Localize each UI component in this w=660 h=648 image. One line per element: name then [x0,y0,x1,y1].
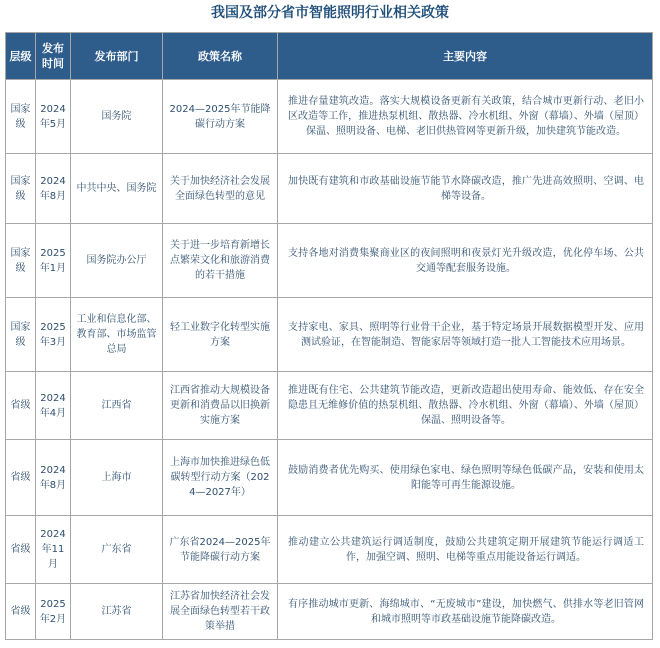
cell-policy: 江西省推动大规模设备更新和消费品以旧换新实施方案 [163,372,278,440]
header-content: 主要内容 [278,33,653,80]
cell-date: 2025年2月 [36,584,71,640]
cell-policy: 上海市加快推进绿色低碳转型行动方案（2024—2027年） [163,440,278,516]
cell-date: 2025年1月 [36,224,71,298]
cell-content-text: 推进存量建筑改造。落实大规模设备更新有关政策，结合城市更新行动、老旧小区改造等工作，推进热泵机组、散热器、冷水机组、外窗（幕墙）、外墙（屋顶）保温、照明设备、电梯、老旧供热管网等更新升级，加快建筑节能改造。 [288,96,644,137]
cell-content-text: 有序推动城市更新、海绵城市、“无废城市”建设，加快燃气、供排水等老旧管网和城市照明等市政基础设施节能降碳改造。 [288,598,644,625]
cell-policy: 关于加快经济社会发展全面绿色转型的意见 [163,154,278,224]
cell-policy: 关于进一步培育新增长点繁荣文化和旅游消费的若干措施 [163,224,278,298]
table-row [6,224,653,298]
cell-content-text: 支持家电、家具、照明等行业骨干企业，基于特定场景开展数据模型开发、应用测试验证，在智能制造、智能家居等领域打造一批人工智能技术应用场景。 [288,321,644,348]
cell-content-text: 鼓励消费者优先购买、使用绿色家电、绿色照明等绿色低碳产品，安装和使用太阳能等可再生能源设施。 [288,464,644,491]
table-row [6,372,653,440]
cell-date: 2024年5月 [36,80,71,154]
cell-dept: 国务院办公厅 [71,224,163,298]
cell-content-text: 推动建立公共建筑运行调适制度，鼓励公共建筑定期开展建筑节能运行调适工作，加强空调、照明、电梯等重点用能设备运行调适。 [288,536,644,563]
cell-date: 2024年8月 [36,154,71,224]
cell-dept: 江苏省 [71,584,163,640]
cell-content [278,80,653,154]
cell-level: 省级 [6,440,36,516]
header-level: 层级 [6,33,36,80]
cell-date: 2024年11月 [36,516,71,584]
cell-dept: 广东省 [71,516,163,584]
cell-content-text: 支持各地对消费集聚商业区的夜间照明和夜景灯光升级改造，优化停车场、公共交通等配套服务设施。 [288,247,644,274]
cell-policy: 轻工业数字化转型实施方案 [163,298,278,372]
cell-content [278,298,653,372]
cell-content-text: 加快既有建筑和市政基础设施节能节水降碳改造，推广先进高效照明、空调、电梯等设备。 [288,175,644,202]
header-date: 发布时间 [36,33,71,80]
cell-date: 2024年8月 [36,440,71,516]
cell-content-text: 推进既有住宅、公共建筑节能改造，更新改造超出使用寿命、能效低、存在安全隐患且无维修价值的热泵机组、散热器、冷水机组、外窗（幕墙）、外墙（屋顶）保温、照明设备等。 [288,385,644,426]
cell-dept: 国务院 [71,80,163,154]
policy-table [5,32,653,640]
cell-level: 省级 [6,516,36,584]
table-header-row [6,33,653,80]
cell-dept: 江西省 [71,372,163,440]
table-row [6,516,653,584]
cell-dept: 上海市 [71,440,163,516]
table-row [6,584,653,640]
cell-content [278,372,653,440]
header-dept: 发布部门 [71,33,163,80]
table-row [6,298,653,372]
page-title: 我国及部分省市智能照明行业相关政策 [211,5,449,21]
cell-dept: 中共中央、国务院 [71,154,163,224]
cell-level: 国家级 [6,298,36,372]
cell-level: 省级 [6,372,36,440]
cell-date: 2025年3月 [36,298,71,372]
cell-policy: 2024—2025年节能降碳行动方案 [163,80,278,154]
table-row [6,80,653,154]
header-policy: 政策名称 [163,33,278,80]
cell-level: 省级 [6,584,36,640]
cell-content [278,584,653,640]
table-row [6,440,653,516]
cell-content [278,224,653,298]
cell-date: 2024年4月 [36,372,71,440]
cell-policy: 江苏省加快经济社会发展全面绿色转型若干政策举措 [163,584,278,640]
cell-level: 国家级 [6,154,36,224]
cell-dept: 工业和信息化部、教育部、市场监管总局 [71,298,163,372]
cell-policy: 广东省2024—2025年节能降碳行动方案 [163,516,278,584]
cell-content [278,440,653,516]
cell-content [278,154,653,224]
cell-level: 国家级 [6,80,36,154]
cell-content [278,516,653,584]
table-row [6,154,653,224]
cell-level: 国家级 [6,224,36,298]
